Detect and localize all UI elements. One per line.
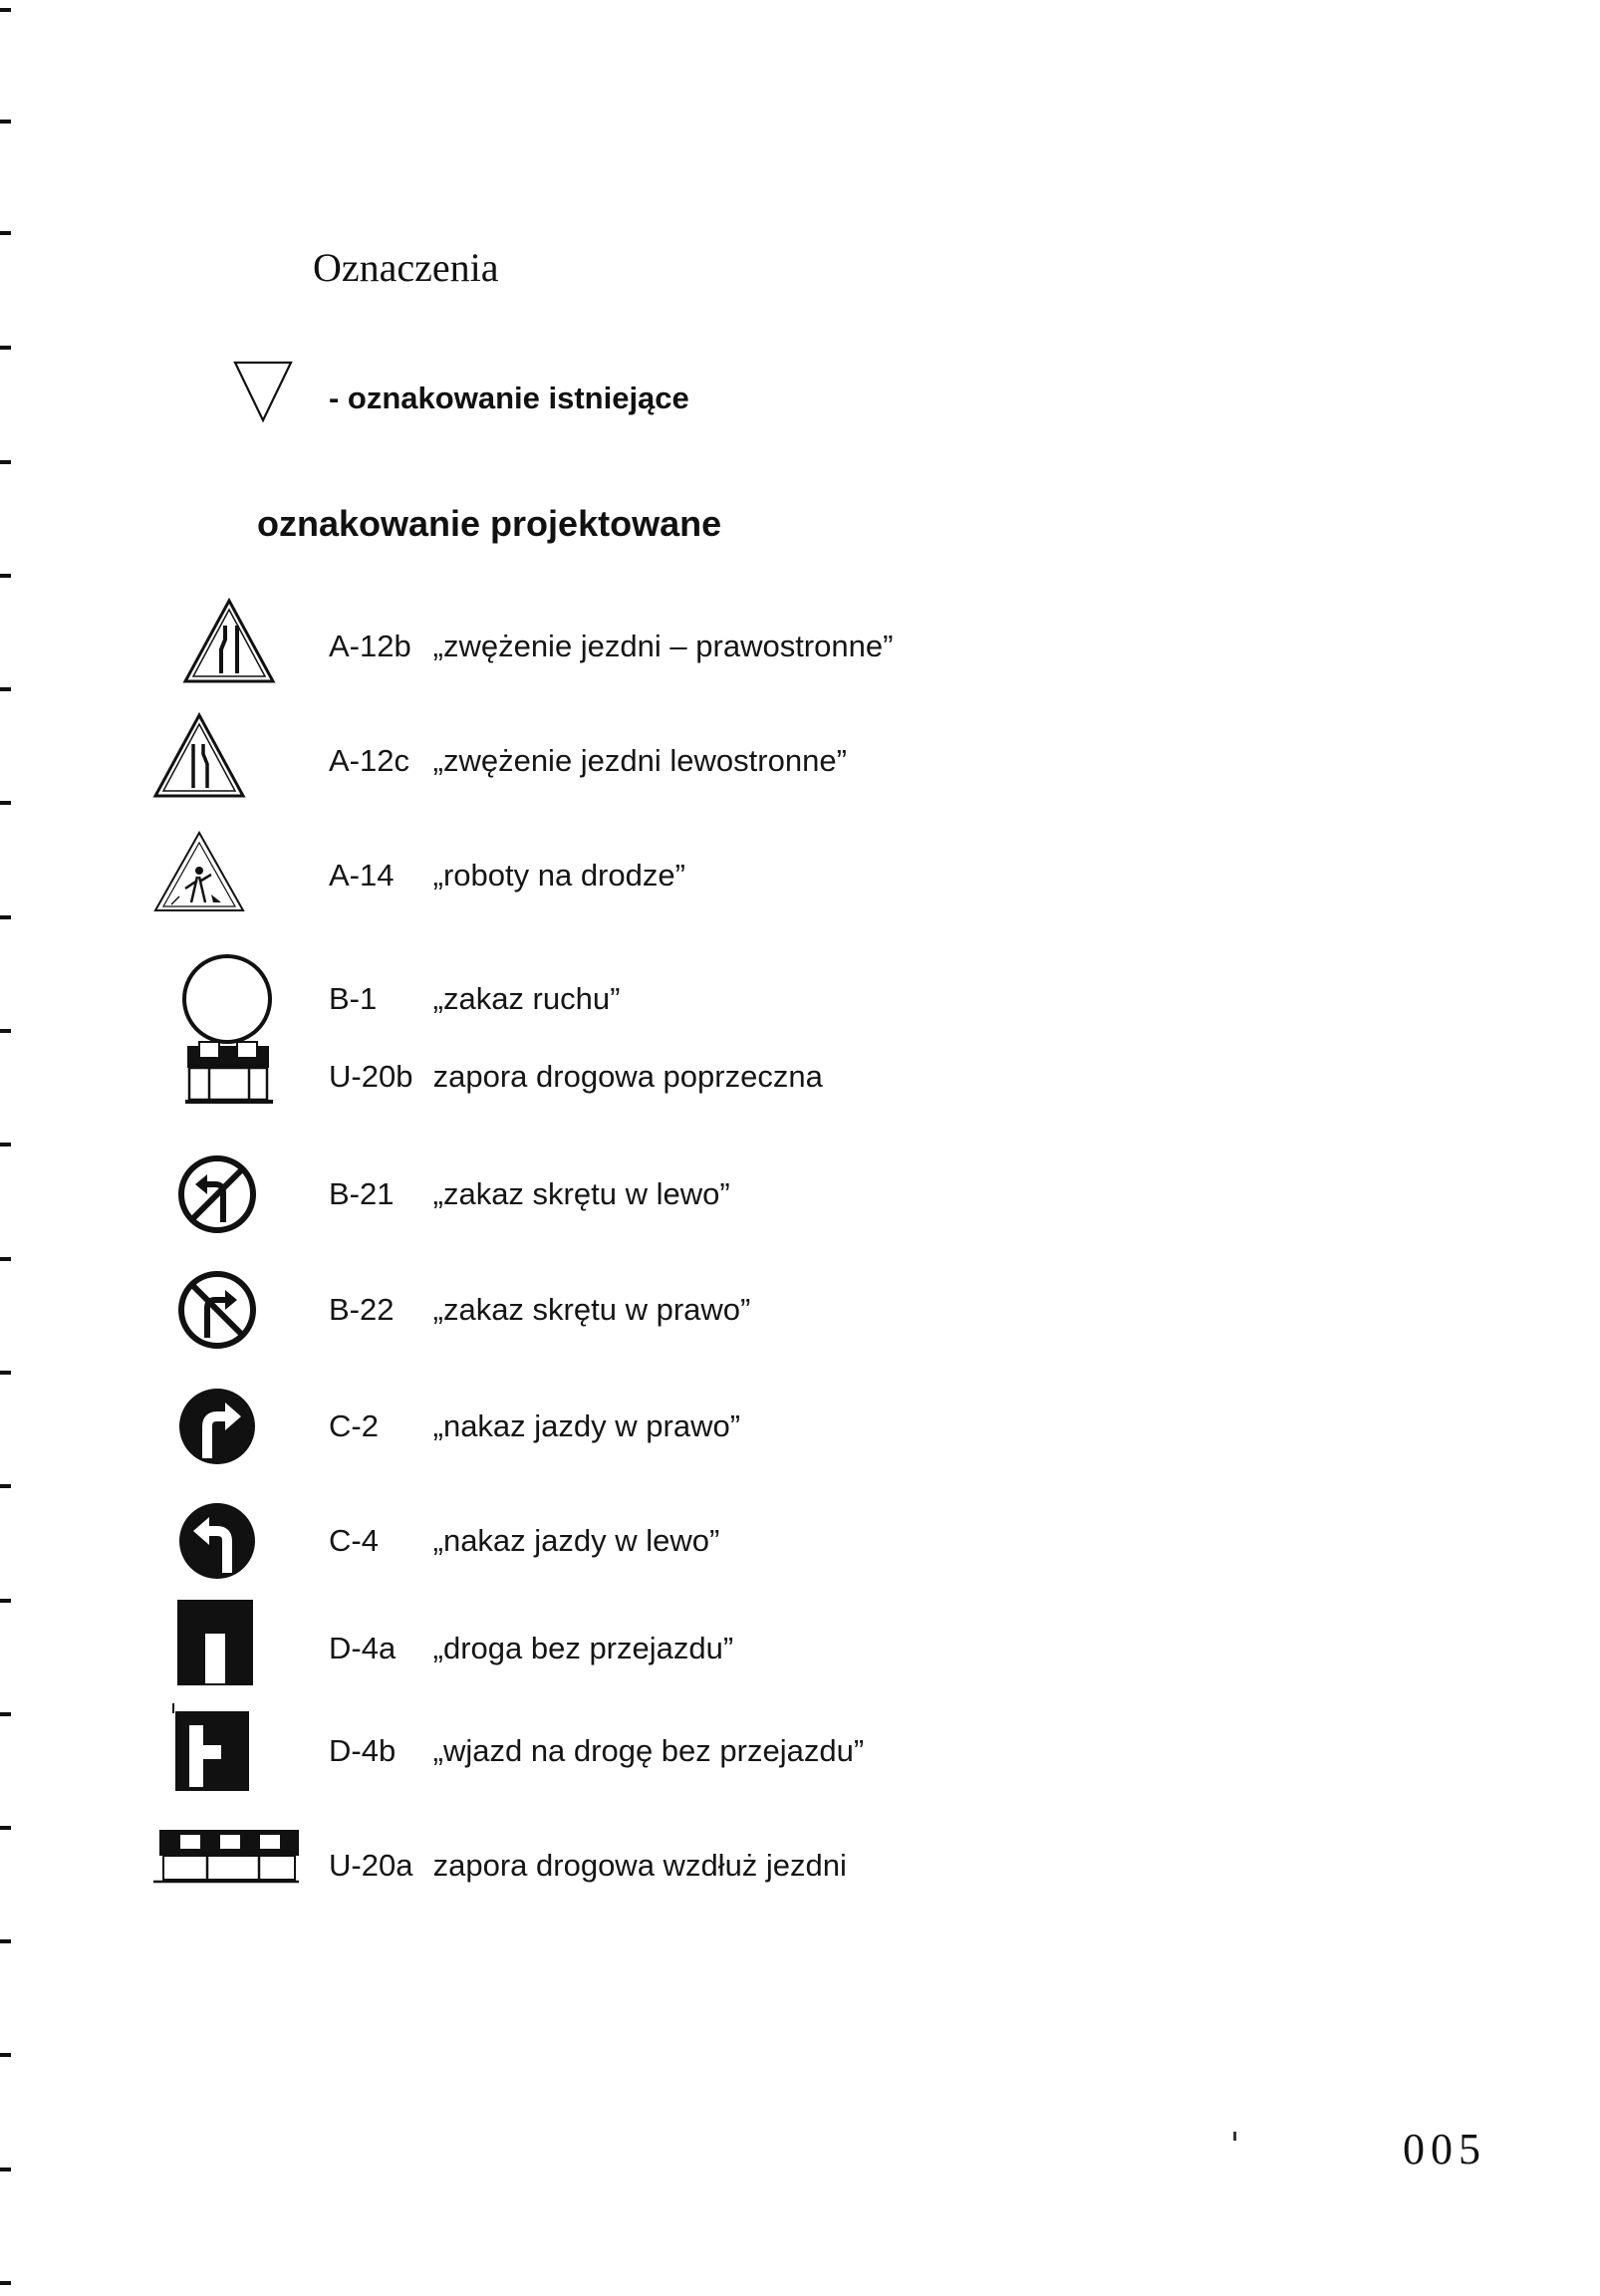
road-narrows-left-icon	[149, 710, 299, 806]
no-left-turn-icon	[149, 1147, 299, 1242]
sign-row-c4	[149, 1493, 1046, 1589]
entry-dead-end-icon	[149, 1701, 299, 1797]
transverse-barrier-icon	[149, 1034, 299, 1130]
turn-left-mandatory-icon	[149, 1493, 299, 1589]
sign-label-d4b: D-4b „wjazd na drogę bez przejazdu”	[329, 1733, 865, 1768]
sign-row-b1	[149, 951, 1046, 1047]
sign-label-a12c: A-12c „zwężenie jezdni lewostronne”	[329, 743, 847, 778]
sign-label-b1: B-1 „zakaz ruchu”	[329, 981, 621, 1016]
no-traffic-icon	[149, 951, 299, 1047]
sign-row-u20b	[149, 1034, 1046, 1130]
binder-hole-marks	[0, 0, 14, 2296]
longitudinal-barrier-icon	[149, 1818, 299, 1913]
sign-row-a14	[149, 825, 1046, 920]
sign-label-b22: B-22 „zakaz skrętu w prawo”	[329, 1292, 751, 1327]
road-narrows-right-icon	[149, 596, 299, 691]
sign-label-a14: A-14 „roboty na drodze”	[329, 858, 685, 893]
sign-row-a12c	[149, 710, 1046, 806]
scan-speck	[1233, 2132, 1236, 2141]
sign-row-a12b	[149, 596, 1046, 691]
no-right-turn-icon	[149, 1262, 299, 1358]
roadworks-icon	[149, 825, 299, 920]
sign-label-d4a: D-4a „droga bez przejazdu”	[329, 1631, 734, 1665]
existing-marking-row	[229, 359, 927, 428]
sign-row-d4a	[149, 1596, 1046, 1691]
sign-row-c2	[149, 1379, 1046, 1474]
sign-row-d4b	[149, 1701, 1046, 1797]
sign-label-b21: B-21 „zakaz skrętu w lewo”	[329, 1176, 730, 1211]
sign-row-u20a	[149, 1818, 1046, 1913]
sign-row-b22	[149, 1262, 1046, 1358]
sign-label-a12b: A-12b „zwężenie jezdni – prawostronne”	[329, 629, 894, 663]
sign-label-c2: C-2 „nakaz jazdy w prawo”	[329, 1408, 741, 1443]
sign-label-u20a: U-20a zapora drogowa wzdłuż jezdni	[329, 1848, 847, 1883]
section-heading: oznakowanie projektowane	[257, 503, 722, 544]
dead-end-icon	[149, 1596, 299, 1691]
sign-row-b21	[149, 1147, 1046, 1242]
turn-right-mandatory-icon	[149, 1379, 299, 1474]
page-number: 005	[1403, 2125, 1486, 2173]
existing-marking-label: - oznakowanie istniejące	[329, 381, 689, 415]
inverted-triangle-icon	[229, 359, 299, 428]
sign-label-u20b: U-20b zapora drogowa poprzeczna	[329, 1059, 823, 1094]
page-title: Oznaczenia	[313, 245, 499, 290]
sign-label-c4: C-4 „nakaz jazdy w lewo”	[329, 1523, 720, 1558]
